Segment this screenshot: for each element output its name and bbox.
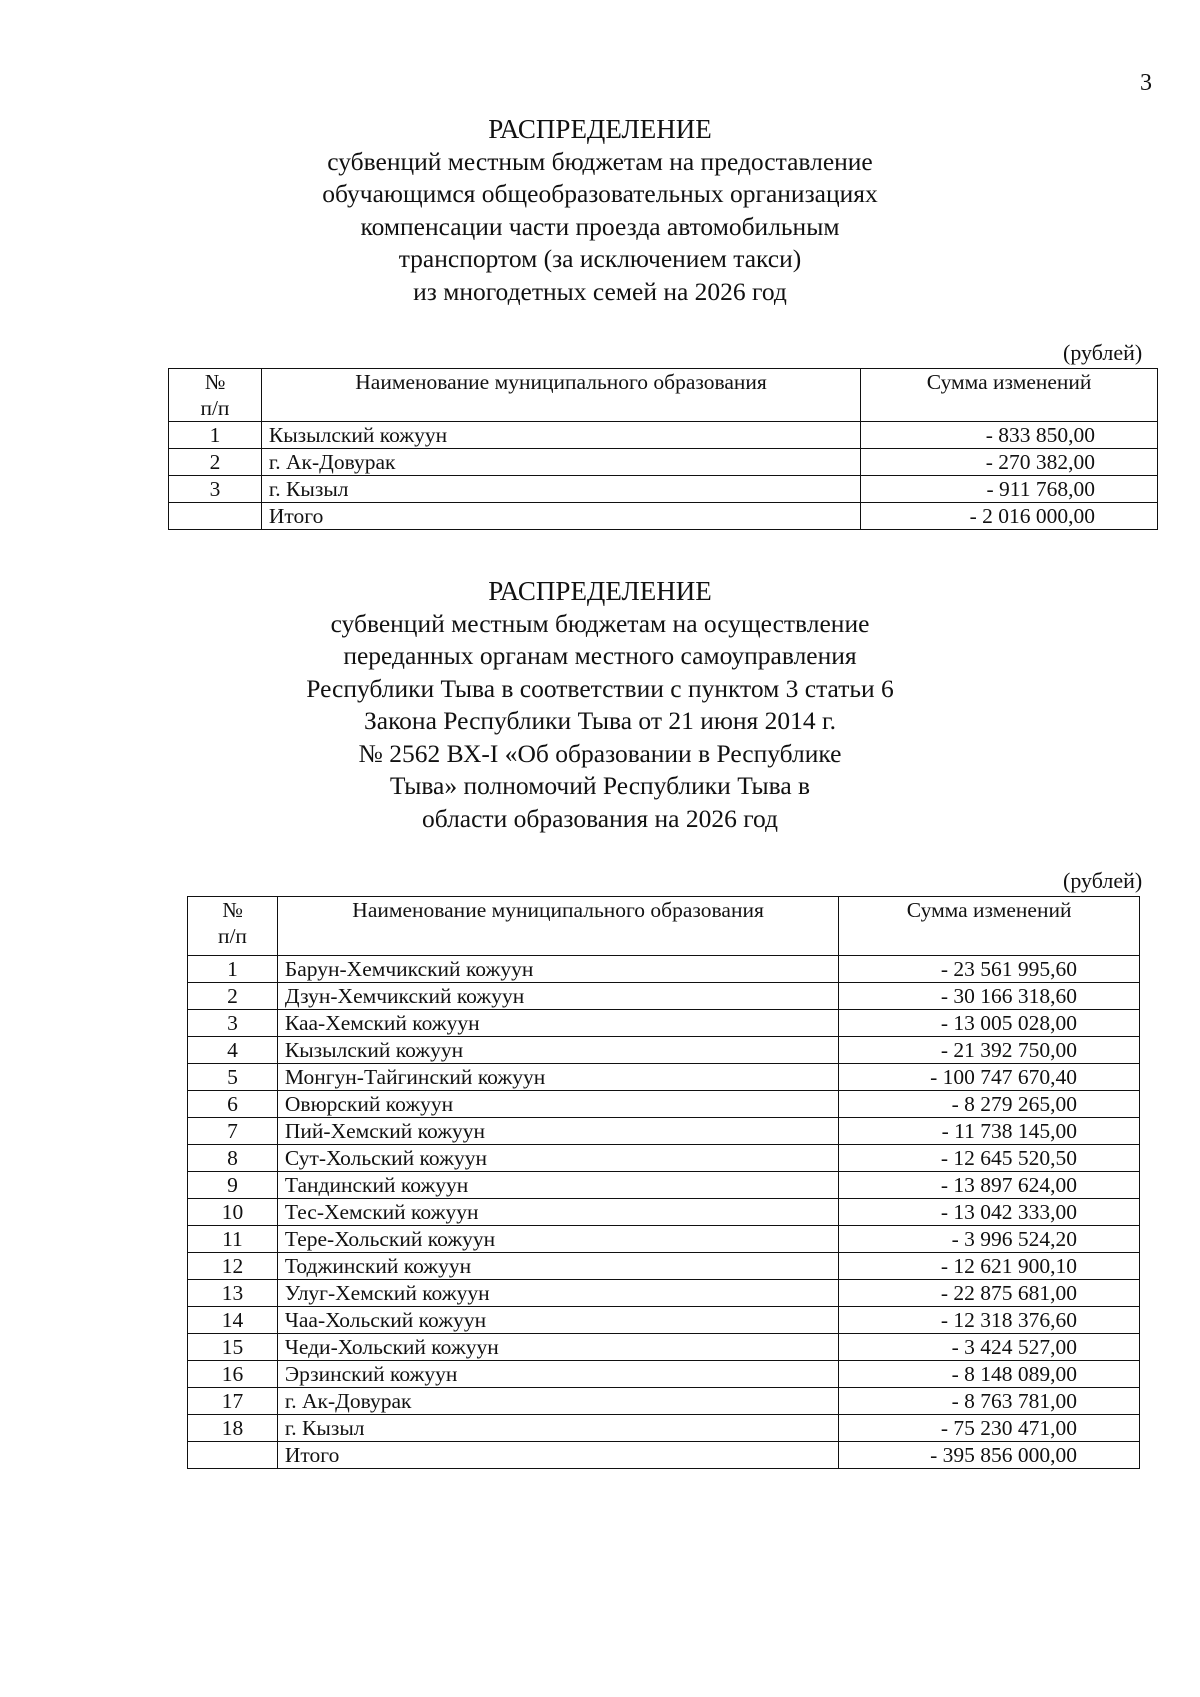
row-sum: - 11 738 145,00 <box>839 1118 1140 1145</box>
row-num: 7 <box>188 1118 278 1145</box>
table-row <box>188 1388 1140 1415</box>
table-row <box>188 1280 1140 1307</box>
table-total-row <box>188 1442 1140 1469</box>
row-name: Сут-Хольский кожуун <box>277 1145 838 1172</box>
row-name: Тере-Хольский кожуун <box>277 1226 838 1253</box>
page-number: 3 <box>1140 70 1152 96</box>
section2-table-body <box>188 956 1140 1469</box>
row-num: 13 <box>188 1280 278 1307</box>
row-sum: - 3 996 524,20 <box>839 1226 1140 1253</box>
row-name: Тес-Хемский кожуун <box>277 1199 838 1226</box>
header-sum: Сумма изменений <box>861 369 1158 422</box>
section2-subtitle-line: области образования на 2026 год <box>421 803 779 833</box>
table-row <box>188 1064 1140 1091</box>
row-num: 14 <box>188 1307 278 1334</box>
section2-subtitle-line: Закона Республики Тыва от 21 июня 2014 г. <box>364 706 836 735</box>
header-num-line1: № <box>222 898 243 922</box>
row-name: Овюрский кожуун <box>277 1091 838 1118</box>
row-num: 2 <box>188 983 278 1010</box>
table-row <box>188 1361 1140 1388</box>
row-num: 11 <box>188 1226 278 1253</box>
section2-heading <box>0 575 1200 835</box>
section2-title: РАСПРЕДЕЛЕНИЕ <box>488 576 712 606</box>
table-row <box>169 476 1158 503</box>
row-name: Барун-Хемчикский кожуун <box>277 956 838 983</box>
row-num: 2 <box>169 449 262 476</box>
table-row <box>188 983 1140 1010</box>
section1-subtitle-line: обучающимся общеобразовательных организациях <box>322 179 878 208</box>
table-row <box>188 1415 1140 1442</box>
row-num: 6 <box>188 1091 278 1118</box>
table-row <box>188 1307 1140 1334</box>
row-sum: - 911 768,00 <box>861 476 1158 503</box>
header-name: Наименование муниципального образования <box>261 369 860 422</box>
row-num: 18 <box>188 1415 278 1442</box>
row-num <box>188 1442 278 1469</box>
row-name: г. Кызыл <box>277 1415 838 1442</box>
row-sum: - 395 856 000,00 <box>839 1442 1140 1469</box>
section2-table <box>187 896 1140 1469</box>
header-num <box>169 369 262 422</box>
row-sum: - 13 042 333,00 <box>839 1199 1140 1226</box>
row-sum: - 30 166 318,60 <box>839 983 1140 1010</box>
table-total-row <box>169 503 1158 530</box>
section1-table <box>168 368 1158 530</box>
table-row <box>188 1172 1140 1199</box>
table-row <box>188 1091 1140 1118</box>
row-sum: - 8 279 265,00 <box>839 1091 1140 1118</box>
row-sum: - 100 747 670,40 <box>839 1064 1140 1091</box>
row-name: Монгун-Тайгинский кожуун <box>277 1064 838 1091</box>
table-row <box>188 956 1140 983</box>
row-name: г. Ак-Довурак <box>277 1388 838 1415</box>
table-row <box>188 1199 1140 1226</box>
row-name: Пий-Хемский кожуун <box>277 1118 838 1145</box>
row-sum: - 2 016 000,00 <box>861 503 1158 530</box>
table-row <box>188 1037 1140 1064</box>
header-num-line2: п/п <box>200 396 230 420</box>
row-sum: - 22 875 681,00 <box>839 1280 1140 1307</box>
table-row <box>188 1118 1140 1145</box>
section2-subtitle-line: № 2562 ВХ-I «Об образовании в Республике <box>358 738 842 768</box>
table-header-row <box>188 897 1140 956</box>
row-sum: - 8 763 781,00 <box>839 1388 1140 1415</box>
row-name: Эрзинский кожуун <box>277 1361 838 1388</box>
section1-title: РАСПРЕДЕЛЕНИЕ <box>488 114 712 144</box>
row-sum: - 270 382,00 <box>861 449 1158 476</box>
header-name: Наименование муниципального образования <box>277 897 838 956</box>
header-num-line2: п/п <box>217 924 247 948</box>
table-header-row <box>169 369 1158 422</box>
row-name: Тандинский кожуун <box>277 1172 838 1199</box>
section2-unit: (рублей) <box>1063 868 1143 893</box>
row-name: Чаа-Хольский кожуун <box>277 1307 838 1334</box>
table-row <box>169 449 1158 476</box>
row-name: г. Ак-Довурак <box>261 449 860 476</box>
row-num: 17 <box>188 1388 278 1415</box>
row-num: 10 <box>188 1199 278 1226</box>
row-num: 3 <box>188 1010 278 1037</box>
row-name: Кызылский кожуун <box>261 422 860 449</box>
row-sum: - 75 230 471,00 <box>839 1415 1140 1442</box>
row-sum: - 8 148 089,00 <box>839 1361 1140 1388</box>
row-num: 1 <box>169 422 262 449</box>
row-name: Каа-Хемский кожуун <box>277 1010 838 1037</box>
row-num: 15 <box>188 1334 278 1361</box>
row-sum: - 12 318 376,60 <box>839 1307 1140 1334</box>
section1-subtitle-line: транспортом (за исключением такси) <box>398 244 802 273</box>
section1-heading <box>0 113 1200 308</box>
header-num-line1: № <box>204 370 226 394</box>
table-row <box>169 422 1158 449</box>
row-sum: - 21 392 750,00 <box>839 1037 1140 1064</box>
row-sum: - 13 897 624,00 <box>839 1172 1140 1199</box>
header-sum: Сумма изменений <box>839 897 1140 956</box>
row-name: Дзун-Хемчикский кожуун <box>277 983 838 1010</box>
row-num: 8 <box>188 1145 278 1172</box>
row-name: г. Кызыл <box>261 476 860 503</box>
row-name: Итого <box>261 503 860 530</box>
row-num: 9 <box>188 1172 278 1199</box>
table-row <box>188 1145 1140 1172</box>
section1-subtitle-line: из многодетных семей на 2026 год <box>413 276 787 306</box>
row-sum: - 3 424 527,00 <box>839 1334 1140 1361</box>
header-num <box>188 897 278 956</box>
table-row <box>188 1226 1140 1253</box>
row-num <box>169 503 262 530</box>
section2-subtitle-line: Республики Тыва в соответствии с пунктом 3 статьи 6 <box>306 673 894 703</box>
section1-subtitle-line: субвенций местным бюджетам на предоставление <box>327 146 873 176</box>
row-name: Тоджинский кожуун <box>277 1253 838 1280</box>
row-num: 5 <box>188 1064 278 1091</box>
row-num: 12 <box>188 1253 278 1280</box>
row-num: 16 <box>188 1361 278 1388</box>
section1-unit: (рублей) <box>1063 340 1143 365</box>
row-sum: - 23 561 995,60 <box>839 956 1140 983</box>
section2-subtitle-line: субвенций местным бюджетам на осуществление <box>330 608 870 638</box>
row-name: Чеди-Хольский кожуун <box>277 1334 838 1361</box>
section2-subtitle-line: Тыва» полномочий Республики Тыва в <box>389 771 811 800</box>
row-sum: - 13 005 028,00 <box>839 1010 1140 1037</box>
row-name: Кызылский кожуун <box>277 1037 838 1064</box>
table-row <box>188 1010 1140 1037</box>
row-sum: - 12 645 520,50 <box>839 1145 1140 1172</box>
row-sum: - 833 850,00 <box>861 422 1158 449</box>
row-sum: - 12 621 900,10 <box>839 1253 1140 1280</box>
row-num: 4 <box>188 1037 278 1064</box>
table-row <box>188 1334 1140 1361</box>
section1-subtitle-line: компенсации части проезда автомобильным <box>360 211 840 241</box>
row-name: Улуг-Хемский кожуун <box>277 1280 838 1307</box>
table-row <box>188 1253 1140 1280</box>
section2-subtitle-line: переданных органам местного самоуправления <box>343 641 857 670</box>
row-num: 3 <box>169 476 262 503</box>
row-num: 1 <box>188 956 278 983</box>
row-name: Итого <box>277 1442 838 1469</box>
